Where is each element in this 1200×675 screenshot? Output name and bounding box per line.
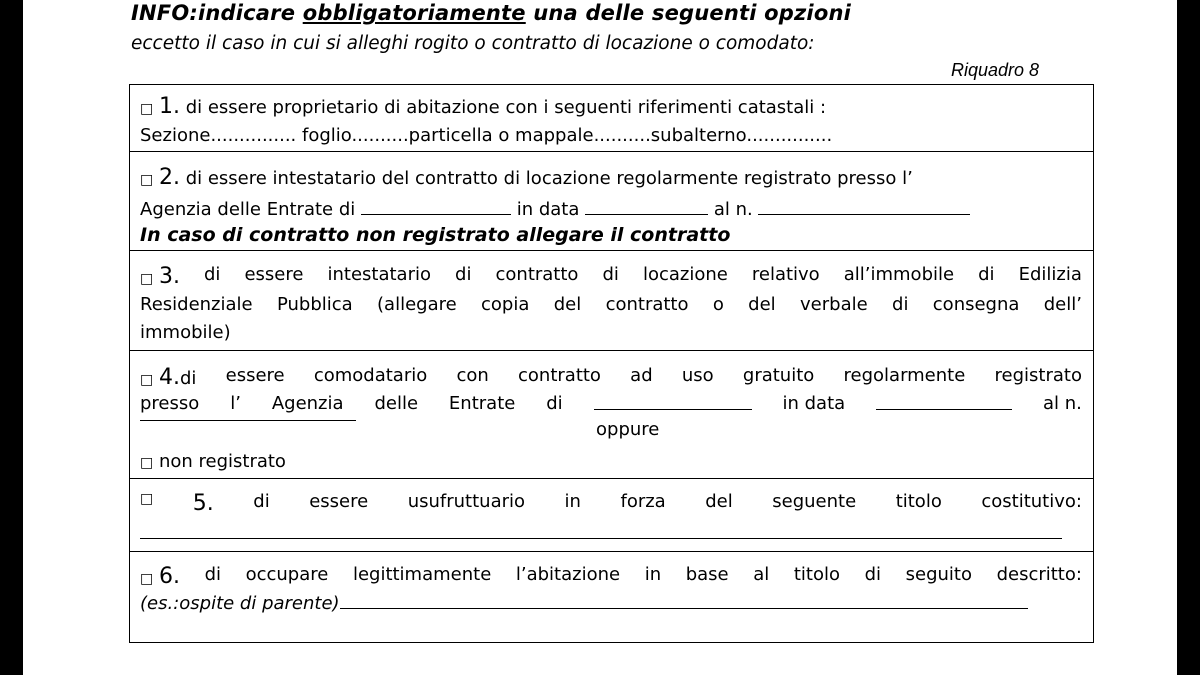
option-5-word: del: [705, 491, 733, 512]
option-3-word: dell’: [1043, 294, 1082, 315]
option-6: [130, 552, 1093, 644]
option-3-word: Edilizia: [1018, 264, 1082, 285]
option-6-word: in: [644, 564, 662, 585]
option-6-word: di: [204, 564, 221, 585]
option-3-word: di: [602, 264, 619, 285]
option-6-checkbox[interactable]: □: [140, 571, 154, 587]
option-3-word: copia: [481, 294, 530, 315]
option-3-word: del: [748, 294, 776, 315]
option-4-line1: [140, 365, 1082, 390]
option-5-word: essere: [309, 491, 369, 512]
option-1-line2[interactable]: Sezione............... foglio..........particella o mappale..........subalterno...............: [140, 125, 833, 146]
option-3-line3: immobile): [140, 322, 231, 343]
option-5-word: di: [253, 491, 270, 512]
option-2-line2: [140, 198, 970, 220]
option-6-line1: [140, 564, 1082, 589]
option-4-numero-label: al n.: [1042, 393, 1082, 414]
option-4-non-registrato-checkbox[interactable]: □: [140, 455, 154, 471]
option-5-title-field[interactable]: [140, 522, 1062, 539]
option-5-word: usufruttuario: [407, 491, 526, 512]
option-3-word: relativo: [751, 264, 820, 285]
option-4-word: contratto: [518, 365, 601, 386]
option-4-numero-field[interactable]: [140, 404, 356, 421]
option-4-word: Agenzia: [271, 393, 344, 414]
option-3-checkbox[interactable]: □: [140, 271, 154, 287]
title-emphasis: obbligatoriamente: [302, 1, 526, 25]
option-4-data-field[interactable]: [876, 393, 1012, 410]
option-4-data-label: in data: [782, 393, 846, 414]
option-5-word: seguente: [772, 491, 857, 512]
option-3-word: intestatario: [327, 264, 431, 285]
option-6-word: al: [753, 564, 770, 585]
option-3-lead: [140, 264, 180, 289]
title-suffix: una delle seguenti opzioni: [525, 1, 851, 25]
option-4-word: di: [179, 368, 197, 389]
option-3-line2: [140, 294, 1082, 315]
option-4-non-registrato-label: non registrato: [153, 451, 286, 472]
info-subtitle: eccetto il caso in cui si alleghi rogito o contratto di locazione o comodato:: [131, 33, 815, 54]
option-2-data-field[interactable]: [585, 198, 708, 215]
option-6-word: occupare: [245, 564, 329, 585]
option-3-word: Residenziale: [140, 294, 253, 315]
option-6-word: legittimamente: [352, 564, 492, 585]
option-4-word: regolarmente: [843, 365, 966, 386]
option-3-word: del: [553, 294, 582, 315]
option-3-word: contratto: [605, 294, 689, 315]
option-4-agenzia-field[interactable]: [594, 393, 752, 410]
option-2-data-label: in data: [511, 199, 586, 220]
option-3-word: verbale: [800, 294, 868, 315]
option-5-word: costitutivo:: [981, 491, 1082, 512]
option-3-word: o: [712, 294, 724, 315]
option-6-word: titolo: [793, 564, 840, 585]
option-4-lead: [140, 365, 196, 390]
title-prefix: INFO:indicare: [131, 1, 303, 25]
option-2-agenzia-field[interactable]: [361, 198, 511, 215]
option-2-line1: [140, 165, 913, 190]
option-4-word: Entrate: [448, 393, 516, 414]
option-4-line4: [140, 451, 286, 472]
option-1-checkbox[interactable]: □: [140, 101, 154, 117]
option-5-word: in: [564, 491, 581, 512]
option-3-word: di: [978, 264, 995, 285]
option-4-word: ad: [630, 365, 653, 386]
option-6-lead: [140, 564, 180, 589]
option-6-word: l’abitazione: [515, 564, 621, 585]
option-2-agenzia-label: Agenzia delle Entrate di: [140, 199, 361, 220]
option-1: [130, 85, 1093, 152]
option-1-text: di essere proprietario di abitazione con i seguenti riferimenti catastali :: [179, 97, 827, 118]
option-2-checkbox[interactable]: □: [140, 172, 154, 188]
option-4: [130, 351, 1093, 479]
option-3-word: contratto: [495, 264, 579, 285]
option-2-text: di essere intestatario del contratto di locazione regolarmente registrato presso l’: [179, 168, 913, 189]
option-4-checkbox[interactable]: □: [140, 372, 154, 388]
option-5-number: 5.: [192, 491, 214, 516]
option-4-oppure: oppure: [596, 419, 660, 440]
option-6-word: base: [685, 564, 729, 585]
option-4-word: con: [456, 365, 489, 386]
option-5-line1: [140, 491, 1082, 516]
option-4-word: registrato: [994, 365, 1082, 386]
option-3-word: consegna: [932, 294, 1020, 315]
option-6-word: di: [864, 564, 882, 585]
option-5-word: forza: [620, 491, 666, 512]
option-4-word: uso: [681, 365, 714, 386]
option-3-line1: [140, 264, 1082, 289]
option-4-word: comodatario: [313, 365, 428, 386]
option-3-word: locazione: [642, 264, 728, 285]
box-label: Riquadro 8: [951, 60, 1040, 80]
option-2-numero-label: al n.: [708, 199, 759, 220]
option-2-note: In caso di contratto non registrato allegare il contratto: [140, 224, 731, 246]
option-1-line1: [140, 94, 826, 119]
info-title: [131, 1, 851, 25]
option-6-extra-space: [140, 609, 1072, 626]
option-1-number: 1.: [158, 94, 180, 119]
option-3-word: essere: [244, 264, 304, 285]
option-6-word: seguito: [905, 564, 972, 585]
option-3-word: di: [204, 264, 221, 285]
options-box: [129, 84, 1094, 643]
option-4-word: gratuito: [742, 365, 815, 386]
document-page: [23, 0, 1177, 675]
option-3: [130, 251, 1093, 351]
option-4-number: 4.: [158, 365, 180, 390]
option-3-word: all’immobile: [843, 264, 955, 285]
option-4-word: delle: [374, 393, 419, 414]
option-4-word: presso: [140, 393, 200, 414]
option-5-checkbox[interactable]: □: [140, 491, 154, 507]
option-6-example: (es.:ospite di parente): [140, 593, 340, 614]
option-2-number: 2.: [158, 165, 180, 190]
option-4-word: l’: [230, 393, 241, 414]
option-3-word: di: [892, 294, 909, 315]
option-2-numero-field[interactable]: [758, 198, 970, 215]
option-6-word: descritto:: [996, 564, 1082, 585]
option-3-word: Pubblica: [276, 294, 353, 315]
option-6-description-field[interactable]: [340, 592, 1028, 609]
option-6-number: 6.: [158, 564, 180, 589]
option-5: [130, 479, 1093, 552]
option-4-word: essere: [225, 365, 285, 386]
option-5-word: titolo: [895, 491, 942, 512]
option-3-word: (allegare: [377, 294, 457, 315]
option-3-word: di: [455, 264, 472, 285]
option-4-word: di: [546, 393, 563, 414]
option-3-number: 3.: [158, 264, 180, 289]
option-2: [130, 152, 1093, 251]
